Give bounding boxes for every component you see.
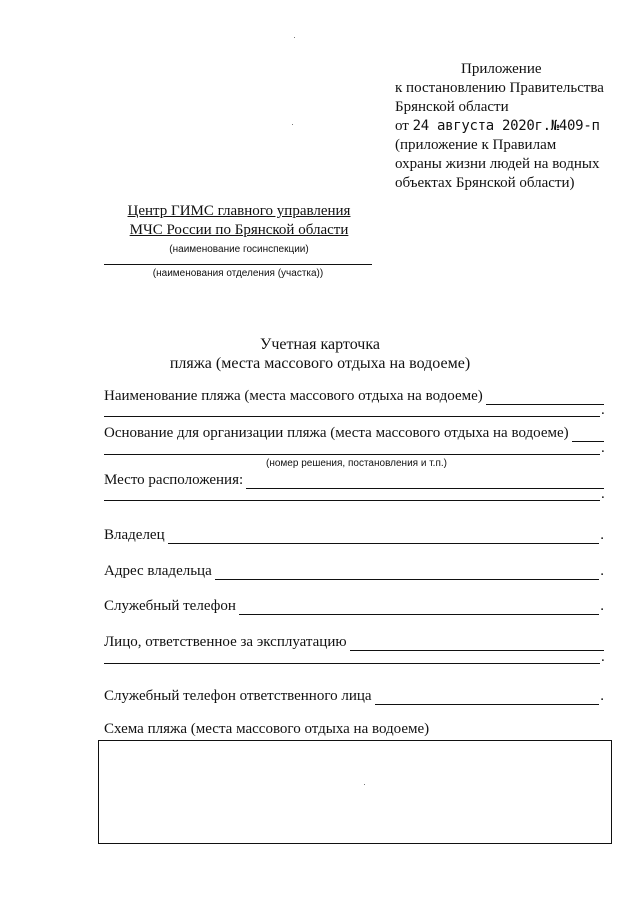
- owner-address-end-dot: .: [600, 563, 604, 579]
- beach-name-field[interactable]: [104, 387, 604, 405]
- responsible-line-2[interactable]: [104, 663, 600, 664]
- scheme-drawing-box[interactable]: [98, 740, 612, 844]
- owner-end-dot: .: [600, 527, 604, 543]
- scheme-label: Схема пляжа (места массового отдыха на водоеме): [104, 721, 430, 737]
- responsible-phone-field[interactable]: [104, 687, 604, 705]
- inspection-block: [104, 202, 374, 259]
- inspection-name-caption: (наименование госинспекции): [169, 244, 309, 255]
- owner-label: Владелец: [104, 527, 165, 543]
- basis-label: Основание для организации пляжа (места массового отдыха на водоеме): [104, 425, 569, 441]
- appendix-line-resolution: к постановлению Правительства: [395, 80, 604, 96]
- basis-caption: (номер решения, постановления и т.п.): [266, 458, 447, 469]
- basis-line-2[interactable]: [104, 454, 600, 455]
- scan-speck: [292, 124, 293, 125]
- appendix-line-region: Брянской области: [395, 99, 509, 115]
- appendix-block: [395, 60, 635, 193]
- responsible-label: Лицо, ответственное за эксплуатацию: [104, 634, 347, 650]
- basis-field[interactable]: [104, 424, 604, 442]
- scan-speck: [294, 37, 295, 38]
- responsible-end-dot: .: [601, 649, 605, 665]
- basis-line[interactable]: [572, 428, 604, 442]
- appendix-line-rules: (приложение к Правилам: [395, 137, 557, 153]
- office-phone-line[interactable]: [239, 601, 599, 615]
- appendix-date-line: [395, 117, 635, 136]
- inspection-name-line2: МЧС России по Брянской области: [129, 222, 349, 238]
- beach-name-label: Наименование пляжа (места массового отдыха на водоеме): [104, 388, 483, 404]
- owner-address-line[interactable]: [215, 566, 600, 580]
- appendix-line-protection: охраны жизни людей на водных: [395, 156, 600, 172]
- location-line[interactable]: [246, 475, 604, 489]
- appendix-date-typed: 24 августа 2020г.№409-п: [412, 118, 600, 134]
- inspection-name-line1: Центр ГИМС главного управления: [127, 203, 351, 219]
- owner-address-label: Адрес владельца: [104, 563, 212, 579]
- card-subtitle: пляжа (места массового отдыха на водоеме): [169, 355, 471, 372]
- owner-line[interactable]: [168, 530, 600, 544]
- appendix-title: Приложение: [461, 61, 542, 77]
- responsible-line[interactable]: [350, 637, 604, 651]
- office-phone-label: Служебный телефон: [104, 598, 236, 614]
- beach-name-end-dot: .: [601, 402, 605, 418]
- beach-name-line[interactable]: [486, 391, 604, 405]
- responsible-phone-end-dot: .: [600, 688, 604, 704]
- scheme-field: [104, 720, 604, 738]
- responsible-field[interactable]: [104, 633, 604, 651]
- card-title: Учетная карточка: [260, 336, 380, 353]
- department-underline: [104, 264, 372, 265]
- location-line-2[interactable]: [104, 500, 600, 501]
- department-caption: (наименования отделения (участка)): [152, 268, 324, 279]
- scan-speck: [364, 784, 365, 785]
- appendix-line-objects: объектах Брянской области): [395, 175, 575, 191]
- responsible-phone-label: Служебный телефон ответственного лица: [104, 688, 372, 704]
- responsible-phone-line[interactable]: [375, 691, 600, 705]
- location-label: Место расположения:: [104, 472, 244, 488]
- office-phone-field[interactable]: [104, 597, 604, 615]
- office-phone-end-dot: .: [600, 598, 604, 614]
- owner-address-field[interactable]: [104, 562, 604, 580]
- appendix-date-prefix: от: [395, 118, 409, 134]
- location-end-dot: .: [601, 486, 605, 502]
- location-field[interactable]: [104, 471, 604, 489]
- beach-name-line-2[interactable]: [104, 416, 600, 417]
- owner-field[interactable]: [104, 526, 604, 544]
- basis-end-dot: .: [601, 440, 605, 456]
